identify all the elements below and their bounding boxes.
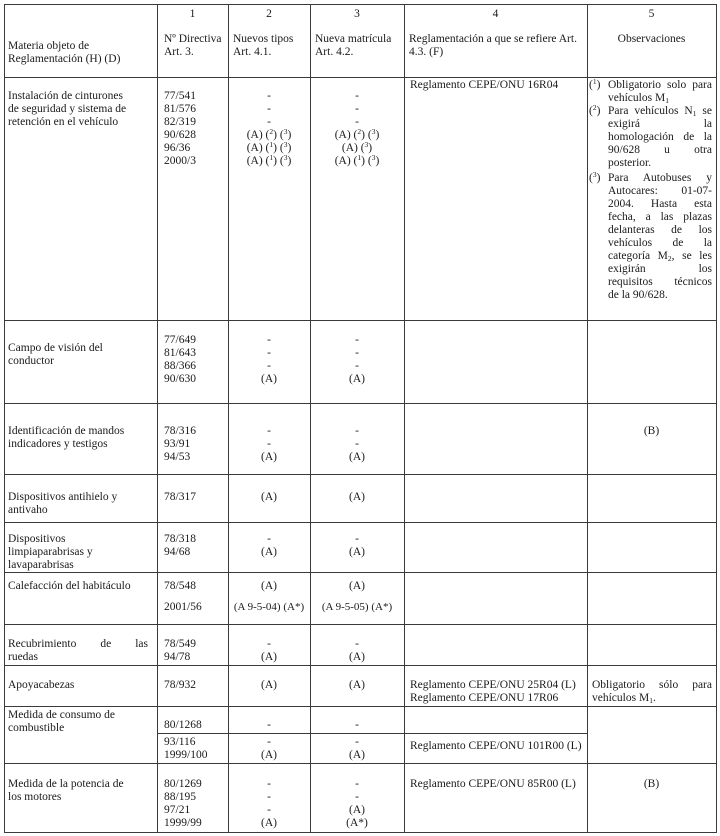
note-1-text: Obligatorio solo para vehículos $M_1$	[608, 79, 712, 105]
note-2-mark: ($^2$)	[589, 103, 601, 117]
row-regulation: Reglamento CEPE/ONU 85R00 (L)	[410, 778, 576, 790]
row-directives: 93/116 1999/100	[164, 736, 208, 761]
row-new-registration: - (A)	[349, 533, 365, 558]
column-divider	[716, 4, 717, 833]
row-new-type: (A)	[261, 580, 277, 592]
row-new-registration: - (A)	[349, 736, 365, 761]
row-divider	[4, 763, 717, 764]
row-new-registration: (A)	[349, 580, 365, 592]
row-subject: Medida de consumo de combustible	[8, 709, 115, 734]
row-new-registration: - - (A) (A*)	[346, 778, 368, 829]
row-new-registration: - - - (A) ($^2$) ($^3$) (A) ($^3$) (A) ($^1$) ($^3$)	[334, 90, 380, 167]
row-regulation: Reglamento CEPE/ONU 16R04	[410, 79, 559, 91]
column-divider	[4, 4, 5, 833]
row-directive: 78/548	[164, 580, 196, 592]
header-regulation: Reglamentación a que se refiere Art. 4.3. (F)	[409, 33, 577, 58]
row-divider	[4, 706, 717, 707]
row-new-types: - (A)	[261, 533, 277, 558]
header-new-types: Nuevos tipos Art. 4.1.	[233, 33, 294, 58]
row-directives: 77/541 81/576 82/319 90/628 96/36 2000/3	[164, 90, 196, 167]
table-border-top	[4, 4, 717, 5]
header-divider	[4, 77, 717, 78]
row-divider	[4, 320, 717, 321]
header-new-registration: Nueva matrícula Art. 4.2.	[315, 33, 392, 58]
row-regulation: Reglamento CEPE/ONU 101R00 (L)	[410, 740, 582, 752]
note-2-text: Para vehículos $N_1$ se exigirá la homologación de la 90/628 u otra posterior.	[608, 105, 712, 169]
column-divider	[404, 4, 405, 833]
note-3-mark: ($^3$)	[589, 170, 601, 184]
header-col-number: 5	[648, 8, 655, 20]
row-regulation: Reglamento CEPE/ONU 25R04 (L) Reglamento CEPE/ONU 17R06	[410, 679, 576, 704]
row-divider	[4, 403, 717, 404]
row-subject: Campo de visión del conductor	[8, 342, 103, 367]
row-directives: 78/318 94/68	[164, 533, 196, 558]
header-col-number: 3	[354, 8, 360, 20]
row-divider	[4, 665, 717, 666]
row-new-types: (A)	[261, 491, 277, 503]
column-divider	[157, 4, 158, 833]
header-observations: Observaciones	[617, 33, 686, 45]
row-new-registration: (A)	[349, 679, 365, 691]
row-subject: Recubrimiento de las ruedas	[8, 638, 148, 663]
row-directive: 2001/56	[164, 601, 202, 613]
row-new-types: - - - (A)	[261, 334, 277, 385]
row-observations: (B)	[643, 425, 660, 437]
row-subject: Medida de la potencia de los motores	[8, 778, 124, 803]
row-divider	[4, 474, 717, 475]
header-subject: Materia objeto de Reglamentación (H) (D)	[8, 40, 121, 65]
row-directives: 77/649 81/643 88/366 90/630	[164, 334, 196, 385]
row-new-registration: - - - (A)	[349, 334, 365, 385]
header-col-number: 4	[492, 8, 499, 20]
row-subject: Dispositivos limpiaparabrisas y lavaparabrisas	[8, 533, 93, 571]
header-col-number: 1	[189, 8, 196, 20]
row-new-types: - - - (A) ($^2$) ($^3$) (A) ($^1$) ($^3$) (A) ($^1$) ($^3$)	[246, 90, 292, 167]
row-directive: 80/1268	[164, 719, 202, 731]
row-new-types: - (A)	[261, 736, 277, 761]
sub-row-divider	[157, 733, 588, 734]
row-new-registration: (A 9-5-05) (A*)	[321, 601, 393, 613]
header-directive: Nº Directiva Art. 3.	[164, 33, 222, 58]
row-divider	[4, 572, 717, 573]
row-new-type: -	[267, 719, 271, 731]
row-observations: (B)	[643, 778, 660, 790]
row-divider	[4, 522, 717, 523]
row-subject: Identificación de mandos indicadores y testigos	[8, 425, 125, 450]
table-border-bottom	[4, 832, 717, 833]
row-directives: 78/549 94/78	[164, 638, 196, 663]
column-divider	[587, 4, 588, 833]
row-subject: Instalación de cinturones de seguridad y sistema de retención en el vehículo	[8, 90, 127, 128]
row-new-types: - - - (A)	[261, 778, 277, 829]
row-new-registration: - (A)	[349, 638, 365, 663]
row-new-types: - (A)	[261, 638, 277, 663]
header-col-number: 2	[266, 8, 272, 20]
row-new-types: - - (A)	[261, 425, 277, 463]
row-new-type: (A 9-5-04) (A*)	[233, 601, 305, 613]
row-directive: 78/932	[164, 679, 196, 691]
row-observations: Obligatorio sólo para vehículos $M_1$.	[592, 679, 712, 705]
row-new-registration: - - (A)	[349, 425, 365, 463]
row-directives: 80/1269 88/195 97/21 1999/99	[164, 778, 202, 829]
row-directives: 78/316 93/91 94/53	[164, 425, 196, 463]
row-new-type: (A)	[261, 679, 277, 691]
row-new-registration: (A)	[349, 491, 365, 503]
row-subject: Apoyacabezas	[8, 679, 75, 691]
row-new-registration: -	[355, 719, 359, 731]
row-divider	[4, 624, 717, 625]
row-directives: 78/317	[164, 491, 196, 503]
note-3-text: Para Autobuses y Autocares: 01-07- 2004. Hasta esta fecha, a las plazas delanteras de los vehículos de la categoría $M_2$, se les exigirán los requisitos técnicos de la 90/628.	[608, 172, 712, 301]
row-subject: Calefacción del habitáculo	[8, 580, 131, 592]
row-subject: Dispositivos antihielo y antivaho	[8, 491, 118, 516]
note-1-mark: ($^1$)	[589, 77, 601, 91]
